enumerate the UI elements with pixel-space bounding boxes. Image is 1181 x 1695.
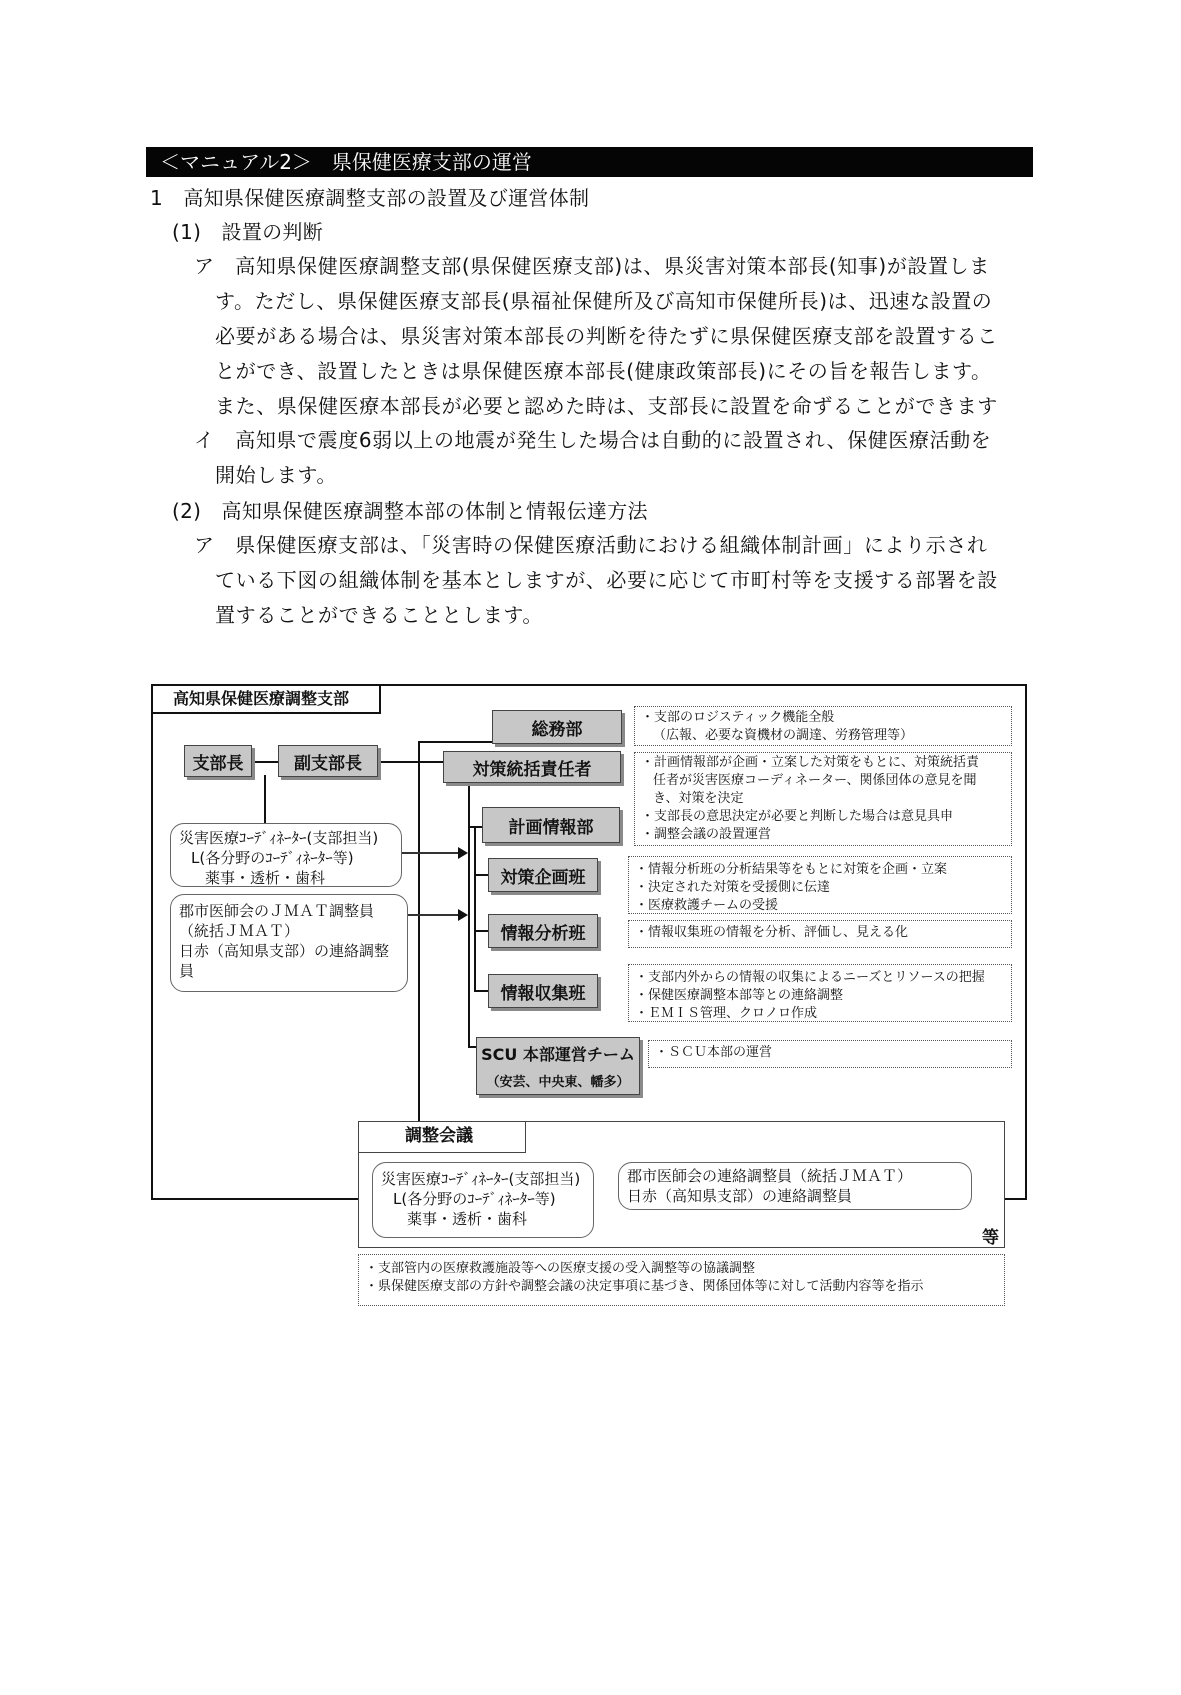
- scu-notes: [648, 1040, 1012, 1068]
- somu-notes: [634, 706, 1012, 746]
- connector-line: [252, 761, 278, 763]
- subsection-2-title: (2) 高知県保健医療調整本部の体制と情報伝達方法: [172, 499, 648, 523]
- jmat-line: 日赤（高知県支部）の連絡調整: [179, 942, 390, 960]
- shibucho-box: 支部長: [184, 745, 252, 777]
- paragraph-a2-marker: ア: [194, 533, 215, 557]
- coordinator-line: 災害医療ｺｰﾃﾞｨﾈｰﾀｰ(支部担当): [179, 829, 379, 847]
- paragraph-a2-line: 置することができることとします。: [215, 603, 543, 627]
- chosei-notes: [358, 1254, 1005, 1306]
- coordinator-box: [170, 823, 402, 887]
- diagram-title: 高知県保健医療調整支部: [151, 684, 381, 714]
- scu-box: [476, 1037, 640, 1095]
- coordinator-line: 薬事・透析・歯科: [407, 1210, 528, 1228]
- jmat-line: 員: [179, 962, 195, 980]
- paragraph-a-line: とができ、設置したときは県保健医療本部長(健康政策部長)にその旨を報告します。: [215, 359, 992, 383]
- note-line: ・保健医療調整本部等との連絡調整: [635, 988, 844, 1003]
- paragraph-a2-line: ている下図の組織体制を基本としますが、必要に応じて市町村等を支援する部署を設: [215, 568, 998, 592]
- scu-label: SCU 本部運営チーム: [481, 1045, 635, 1064]
- note-line: ・支部長の意思決定が必要と判断した場合は意見具申: [641, 809, 954, 824]
- paragraph-a-marker: ア: [194, 254, 215, 278]
- coordinator-line: 災害医療ｺｰﾃﾞｨﾈｰﾀｰ(支部担当): [381, 1170, 581, 1188]
- taisaku-notes: [634, 752, 1012, 846]
- chosei-coordinator-box: [372, 1162, 594, 1238]
- paragraph-a2: [194, 528, 998, 633]
- shushu-box: 情報収集班: [488, 974, 598, 1008]
- note-line: ・県保健医療支部の方針や調整会議の決定事項に基づき、関係団体等に対して活動内容等を指示: [365, 1279, 924, 1294]
- paragraph-a-line: また、県保健医療本部長が必要と認めた時は、支部長に設置を命ずることができます: [215, 394, 998, 418]
- connector-line: [474, 990, 488, 992]
- chosei-etc: 等: [982, 1228, 999, 1248]
- connector-line: [418, 741, 420, 1121]
- note-line: ・調整会議の設置運営: [641, 827, 772, 842]
- paragraph-i: [194, 423, 991, 493]
- paragraph-a-line: 必要がある場合は、県災害対策本部長の判断を待たずに県保健医療支部を設置するこ: [215, 324, 998, 348]
- chosei-members-box: [618, 1162, 972, 1210]
- arrow-line: [402, 852, 464, 854]
- connector-line: [418, 741, 492, 743]
- paragraph-i-marker: イ: [194, 428, 215, 452]
- note-line: ・情報収集班の情報を分析、評価し、見える化: [635, 925, 909, 940]
- section-header: ＜マニュアル2＞ 県保健医療支部の運営: [146, 147, 1033, 177]
- section-1-title: 1 高知県保健医療調整支部の設置及び運営体制: [150, 186, 590, 210]
- note-line: ・支部管内の医療救護施設等への医療支援の受入調整等の協議調整: [365, 1261, 756, 1276]
- connector-line: [378, 761, 443, 763]
- coordinator-line: L(各分野のｺｰﾃﾞｨﾈｰﾀｰ等): [393, 1190, 556, 1208]
- connector-line: [474, 930, 488, 932]
- chosei-title: 調整会議: [358, 1121, 526, 1153]
- paragraph-a: [194, 249, 998, 424]
- paragraph-a2-line: 県保健医療支部は、「災害時の保健医療活動における組織体制計画」により示され: [235, 533, 988, 557]
- fukushibucho-box: 副支部長: [278, 745, 378, 777]
- note-line: ・支部のロジスティック機能全般: [641, 710, 835, 725]
- paragraph-a-line: す。ただし、県保健医療支部長(県福祉保健所及び高知市保健所長)は、迅速な設置の: [215, 289, 993, 313]
- coordinator-line: L(各分野のｺｰﾃﾞｨﾈｰﾀｰ等): [191, 849, 354, 867]
- member-line: 日赤（高知県支部）の連絡調整員: [627, 1187, 853, 1205]
- jmat-line: 郡市医師会のＪＭＡＴ調整員: [179, 902, 375, 920]
- paragraph-i-line: 高知県で震度6弱以上の地震が発生した場合は自動的に設置され、保健医療活動を: [235, 428, 992, 452]
- jmat-box: [170, 894, 408, 992]
- note-line: ・計画情報部が企画・立案した対策をもとに、対策統括責: [641, 755, 980, 770]
- scu-sub: （安芸、中央東、幡多）: [486, 1075, 630, 1090]
- arrow-line: [408, 914, 464, 916]
- arrow-head: [458, 909, 468, 921]
- note-line: き、対策を決定: [653, 791, 744, 806]
- somu-box: 総務部: [492, 710, 622, 744]
- connector-line: [468, 775, 470, 1047]
- note-line: 任者が災害医療コーディネーター、関係団体の意見を聞: [653, 773, 977, 788]
- note-line: ・ＥＭＩＳ管理、クロノロ作成: [635, 1006, 818, 1021]
- connector-line: [468, 1046, 476, 1048]
- bunseki-box: 情報分析班: [488, 914, 598, 948]
- connector-line: [474, 874, 488, 876]
- jmat-line: （統括ＪＭＡＴ）: [179, 922, 300, 940]
- note-line: ・情報分析班の分析結果等をもとに対策を企画・立案: [635, 862, 948, 877]
- shushu-notes: [628, 964, 1012, 1022]
- paragraph-a-line: 高知県保健医療調整支部(県保健医療支部)は、県災害対策本部長(知事)が設置しま: [235, 254, 990, 278]
- connector-line: [474, 826, 476, 992]
- note-line: ・医療救護チームの受援: [635, 898, 779, 913]
- kikaku-notes: [628, 856, 1012, 914]
- note-line: ・支部内外からの情報の収集によるニーズとリソースの把握: [635, 970, 985, 985]
- taisaku-sekininsha-box: 対策統括責任者: [443, 751, 621, 783]
- member-line: 郡市医師会の連絡調整員（統括ＪＭＡＴ）: [627, 1167, 913, 1185]
- keikaku-box: 計画情報部: [482, 807, 620, 843]
- paragraph-i-line: 開始します。: [215, 463, 337, 487]
- subsection-1-title: (1) 設置の判断: [172, 220, 324, 244]
- bunseki-notes: [628, 920, 1012, 948]
- note-line: ・決定された対策を受援側に伝達: [635, 880, 831, 895]
- coordinator-line: 薬事・透析・歯科: [205, 869, 326, 887]
- note-line: ・ＳＣＵ本部の運営: [655, 1045, 773, 1060]
- note-line: （広報、必要な資機材の調達、労務管理等）: [653, 728, 914, 743]
- kikaku-box: 対策企画班: [488, 858, 598, 892]
- connector-line: [264, 775, 266, 827]
- arrow-head: [458, 847, 468, 859]
